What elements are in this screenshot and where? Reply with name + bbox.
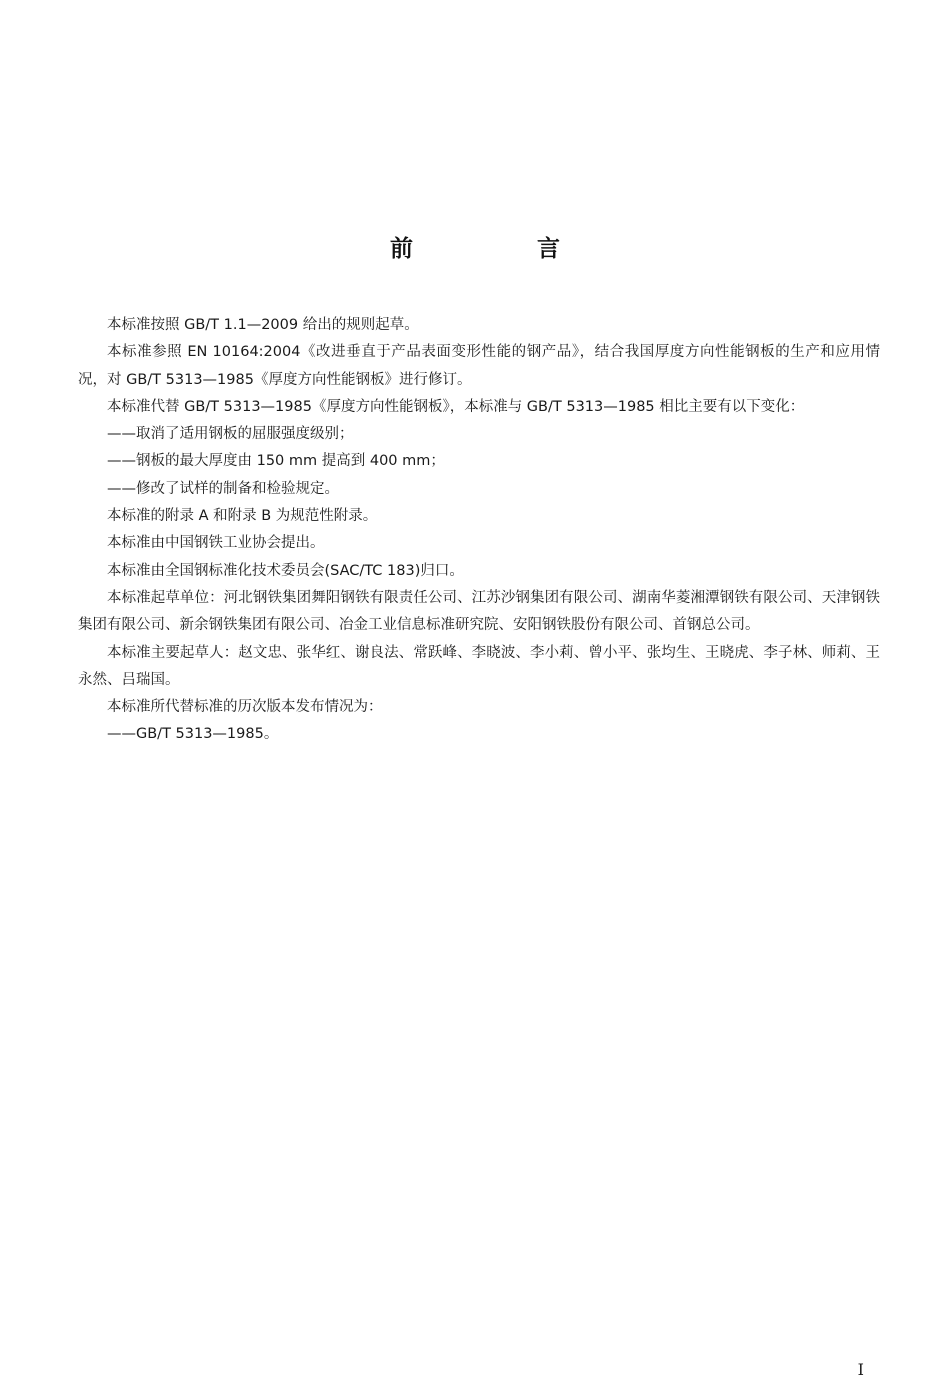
paragraph-replacement: 本标准代替 GB/T 5313—1985《厚度方向性能钢板》，本标准与 GB/T 5313—1985 相比主要有以下变化： [107,398,805,415]
paragraph-drafters: 本标准主要起草人：赵文忠、张华红、谢良法、常跃峰、李晓波、李小莉、曾小平、张均生、王晓虎、李子林、师莉、王永然、吕瑞国。 [78,644,880,688]
change-item: ——钢板的最大厚度由 150 mm 提高到 400 mm； [107,453,445,470]
paragraph-drafting-rules: 本标准按照 GB/T 1.1—2009 给出的规则起草。 [107,317,419,333]
paragraph-proposer: 本标准由中国钢铁工业协会提出。 [107,535,325,552]
document-body [78,312,880,749]
paragraph-reference-standard: 本标准参照 EN 10164:2004《改进垂直于产品表面变形性能的钢产品》，结合我国厚度方向性能钢板的生产和应用情况，对 GB/T 5313—1985《厚度方向性能钢板》进行修订。 [78,344,880,388]
paragraph-history-intro: 本标准所代替标准的历次版本发布情况为： [107,699,383,716]
paragraph-drafting-units: 本标准起草单位：河北钢铁集团舞阳钢铁有限责任公司、江苏沙钢集团有限公司、湖南华菱湘潭钢铁有限公司、天津钢铁集团有限公司、新余钢铁集团有限公司、冶金工业信息标准研究院、安阳钢铁股份有限公司、首钢总公司。 [78,589,880,634]
page-number: I [857,1360,864,1379]
page-title: 前 言 [389,236,618,262]
history-item: ——GB/T 5313—1985。 [107,726,279,743]
change-item: ——取消了适用钢板的屈服强度级别； [107,426,354,443]
change-item: ——修改了试样的制备和检验规定。 [107,480,339,497]
paragraph-committee: 本标准由全国钢标准化技术委员会(SAC/TC 183)归口。 [107,562,464,579]
paragraph-appendix: 本标准的附录 A 和附录 B 为规范性附录。 [107,508,378,525]
